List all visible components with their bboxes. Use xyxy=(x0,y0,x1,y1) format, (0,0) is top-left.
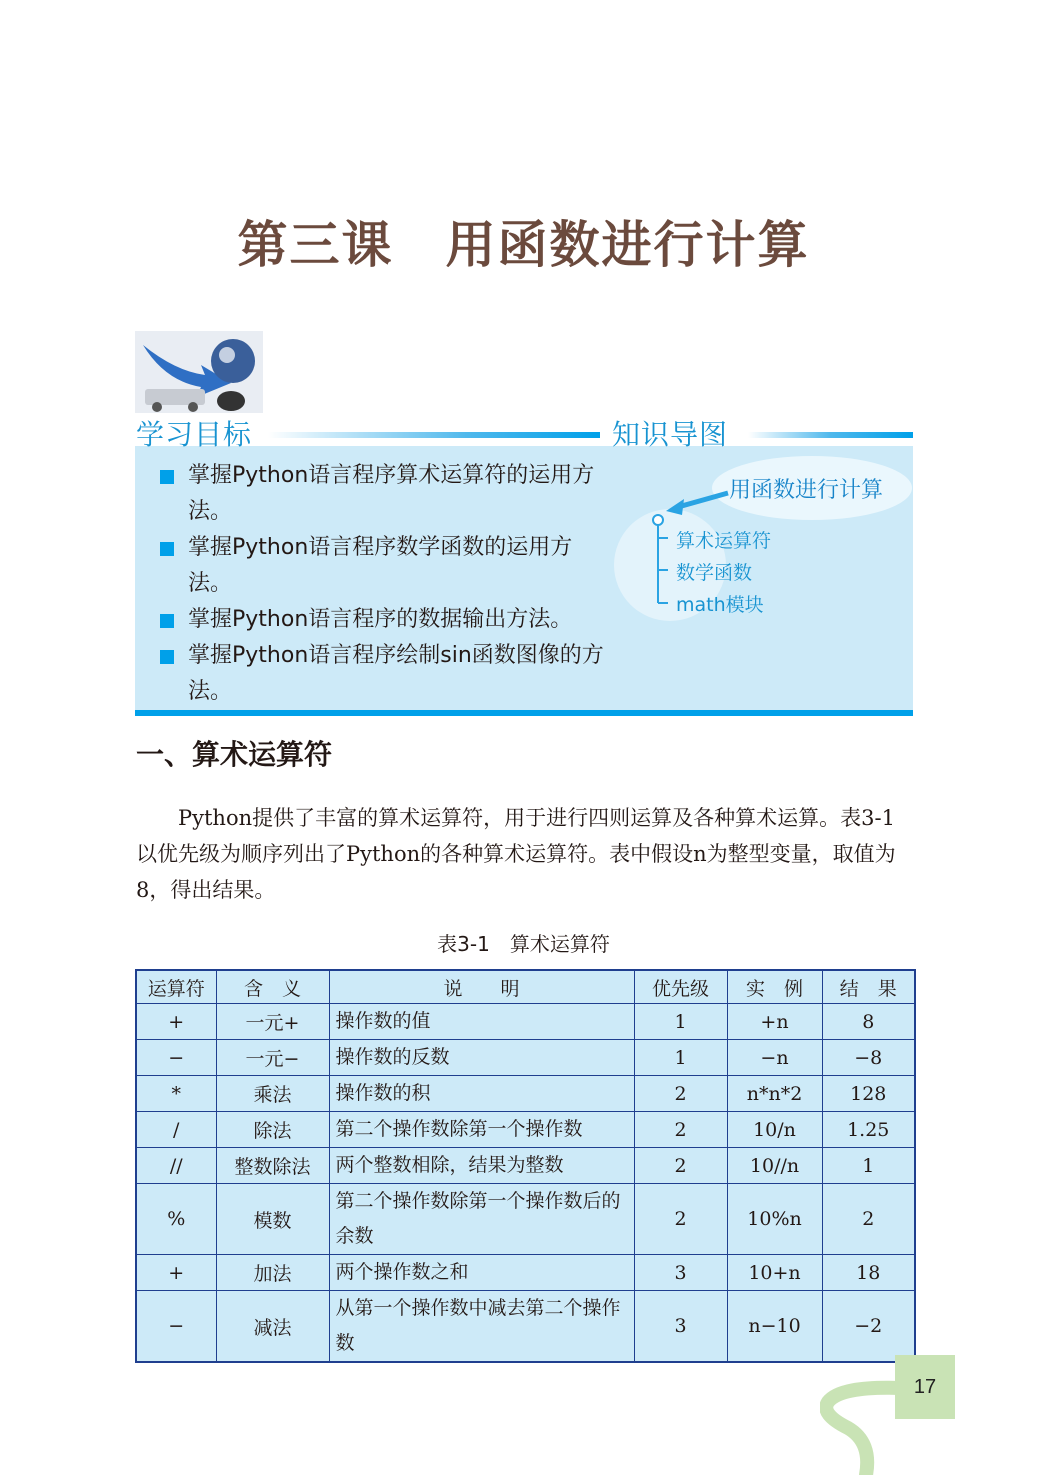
map-heading-rule xyxy=(748,432,913,438)
table-caption: 表3-1 算术运算符 xyxy=(437,932,610,956)
table-header-row xyxy=(136,970,915,1004)
goal-item: 掌握Python语言程序数学函数的运用方法。 xyxy=(158,530,608,602)
goal-item: 掌握Python语言程序绘制sin函数图像的方法。 xyxy=(158,638,608,710)
knowledge-map-branch: 算术运算符 xyxy=(676,530,772,552)
section-heading: 一、算术运算符 xyxy=(136,738,333,771)
page-number: 17 xyxy=(895,1355,955,1419)
table-header-cell: 说 明 xyxy=(329,970,634,1004)
table-header-cell: 实 例 xyxy=(727,970,822,1004)
goal-item: 掌握Python语言程序算术运算符的运用方法。 xyxy=(158,458,608,530)
goal-list xyxy=(158,458,608,710)
table-header-cell: 含 义 xyxy=(216,970,329,1004)
square-bullet-icon xyxy=(160,614,174,628)
table-row: + 一元+ 操作数的值 1 +n 8 xyxy=(136,1004,915,1040)
operators-table xyxy=(135,969,916,1363)
knowledge-map-heading: 知识导图 xyxy=(612,418,729,451)
square-bullet-icon xyxy=(160,470,174,484)
knowledge-map-center: 用函数进行计算 xyxy=(729,478,884,503)
table-header-cell: 优先级 xyxy=(634,970,727,1004)
goal-item: 掌握Python语言程序的数据输出方法。 xyxy=(158,602,608,638)
knowledge-map-branch: 数学函数 xyxy=(676,562,753,584)
table-row: // 整数除法 两个整数相除，结果为整数 2 10//n 1 xyxy=(136,1148,915,1184)
table-row: − 减法 从第一个操作数中减去第二个操作数 3 n−10 −2 xyxy=(136,1291,915,1363)
lesson-title: 第三课 用函数进行计算 xyxy=(237,216,810,274)
table-row: − 一元− 操作数的反数 1 −n −8 xyxy=(136,1040,915,1076)
table-row: / 除法 第二个操作数除第一个操作数 2 10/n 1.25 xyxy=(136,1112,915,1148)
table-header-cell: 运算符 xyxy=(136,970,216,1004)
table-row: * 乘法 操作数的积 2 n*n*2 128 xyxy=(136,1076,915,1112)
lesson-icon-illustration xyxy=(135,331,263,413)
learning-goals-heading: 学习目标 xyxy=(136,418,253,451)
knowledge-map-branch: math模块 xyxy=(676,594,764,616)
panel-bottom-rule xyxy=(135,710,913,716)
goals-heading-rule xyxy=(268,432,600,438)
square-bullet-icon xyxy=(160,650,174,664)
table-header-cell: 结 果 xyxy=(822,970,915,1004)
table-row: % 模数 第二个操作数除第一个操作数后的余数 2 10%n 2 xyxy=(136,1184,915,1255)
table-row: + 加法 两个操作数之和 3 10+n 18 xyxy=(136,1255,915,1291)
body-paragraph: Python提供了丰富的算术运算符，用于进行四则运算及各种算术运算。表3-1以优先级为顺序列出了Python的各种算术运算符。表中假设n为整型变量，取值为8，得出结果。 xyxy=(136,806,896,902)
square-bullet-icon xyxy=(160,542,174,556)
